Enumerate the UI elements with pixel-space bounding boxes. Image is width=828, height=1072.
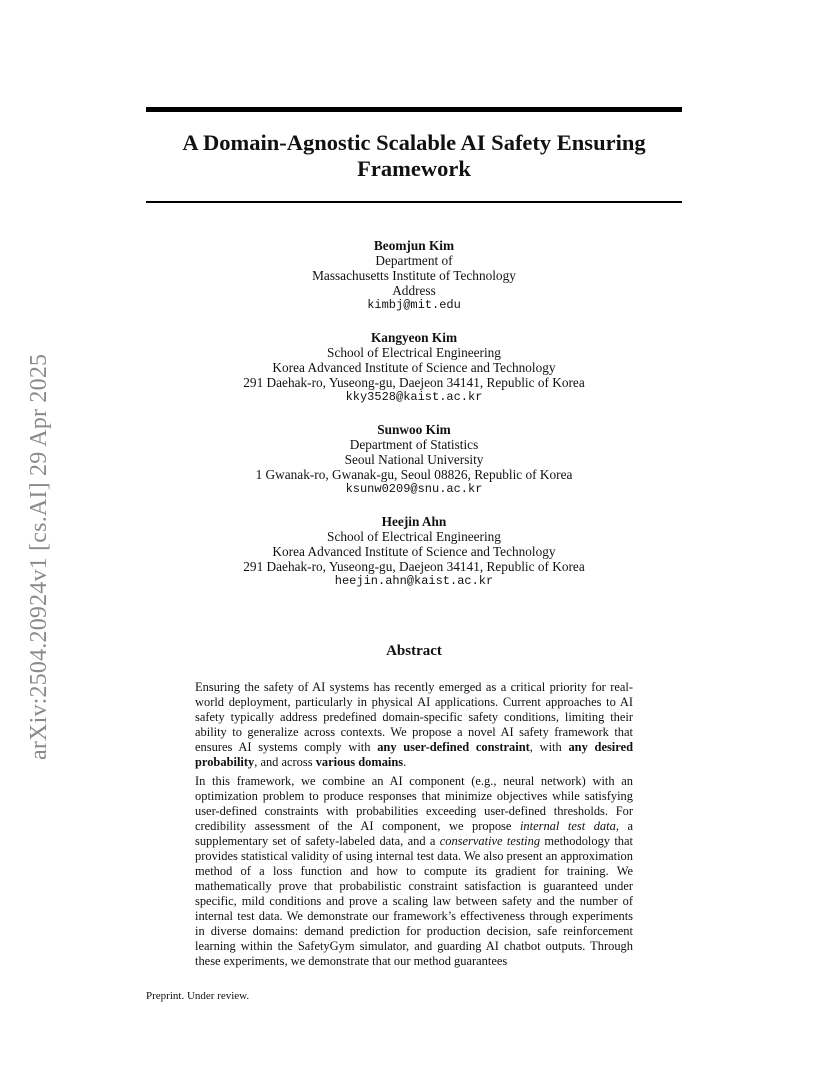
arxiv-identifier-stamp: arXiv:2504.20924v1 [cs.AI] 29 Apr 2025 <box>26 353 52 760</box>
title-rule-top <box>146 107 682 112</box>
author-email: heejin.ahn@kaist.ac.kr <box>334 574 494 588</box>
abstract-text: In this framework, we combine an AI component (e.g., neural network) with an optimization problem to produce responses that minimize objectives while satisfying user-defined constraints with probabilities exceeding user-defined thresholds. For credibility assessment of the AI component, we propose <box>195 774 633 833</box>
abstract-emphasis: any user-defined constraint <box>377 740 530 754</box>
abstract-italic-term: internal test data <box>519 819 616 833</box>
author-affiliation-line: School of Electrical Engineering <box>327 529 501 544</box>
author-affiliation-line: 291 Daehak-ro, Yuseong-gu, Daejeon 34141, Republic of Korea <box>243 375 585 390</box>
title-line-1: A Domain-Agnostic Scalable AI Safety Ensuring <box>182 130 646 155</box>
title-line-2: Framework <box>357 156 471 181</box>
author-affiliation-line: Korea Advanced Institute of Science and Technology <box>272 544 556 559</box>
author-entry <box>146 422 682 497</box>
author-name: Heejin Ahn <box>381 514 447 529</box>
title-rule-bottom <box>146 201 682 203</box>
author-affiliation-line: 1 Gwanak-ro, Gwanak-gu, Seoul 08826, Republic of Korea <box>255 467 573 482</box>
author-email: ksunw0209@snu.ac.kr <box>345 482 483 496</box>
abstract-text: Ensuring the safety of AI systems has recently emerged as a critical priority for real-world deployment, particularly in physical AI applications. Current approaches to AI safety typically address predefined domain-specific safety conditions, limiting their ability to generalize across contexts. We propose a novel AI safety framework that ensures AI systems comply with <box>195 680 633 754</box>
abstract-emphasis: various domains <box>315 755 404 769</box>
author-affiliation-line: School of Electrical Engineering <box>327 345 501 360</box>
abstract-text: , and across <box>254 755 316 769</box>
author-name: Kangyeon Kim <box>370 330 458 345</box>
paper-title <box>146 130 682 182</box>
abstract-text: , a supplementary set of safety-labeled data, and a <box>195 819 633 848</box>
author-email: kimbj@mit.edu <box>367 298 461 312</box>
abstract-body <box>195 680 633 973</box>
abstract-text: methodology that provides statistical validity of using internal test data. We also present an approximation method of a loss function and how to compute its gradient for training. We mathematically prove that probabilistic constraint satisfaction is guaranteed under specific, mild conditions and prove a scaling law between safety and the number of internal test data. We demonstrate our framework’s effectiveness through experiments in diverse domains: demand prediction for production decision, safe reinforcement learning within the SafetyGym simulator, and guarding AI chatbot outputs. Through these experiments, we demonstrate that our method guarantees <box>195 834 633 968</box>
preprint-footnote: Preprint. Under review. <box>146 990 250 1002</box>
author-entry <box>146 330 682 405</box>
abstract-text: , with <box>529 740 569 754</box>
abstract-heading: Abstract <box>386 643 442 659</box>
author-affiliation-line: Seoul National University <box>344 452 484 467</box>
author-affiliation-line: Korea Advanced Institute of Science and Technology <box>272 360 556 375</box>
author-affiliation-line: Department of <box>375 253 453 268</box>
abstract-text: . <box>403 755 407 769</box>
author-entry <box>146 238 682 313</box>
author-email: kky3528@kaist.ac.kr <box>345 390 483 404</box>
author-name: Beomjun Kim <box>373 238 455 253</box>
abstract-paragraph-2 <box>195 774 633 969</box>
author-affiliation-line: Address <box>392 283 436 298</box>
author-affiliation-line: Department of Statistics <box>349 437 479 452</box>
abstract-italic-term: conservative testing <box>439 834 541 848</box>
author-block <box>146 238 682 606</box>
author-entry <box>146 514 682 589</box>
abstract-paragraph-1 <box>195 680 633 770</box>
author-affiliation-line: Massachusetts Institute of Technology <box>312 268 516 283</box>
author-affiliation-line: 291 Daehak-ro, Yuseong-gu, Daejeon 34141, Republic of Korea <box>243 559 585 574</box>
abstract-emphasis: any desired probability <box>195 740 634 769</box>
author-name: Sunwoo Kim <box>377 422 451 437</box>
